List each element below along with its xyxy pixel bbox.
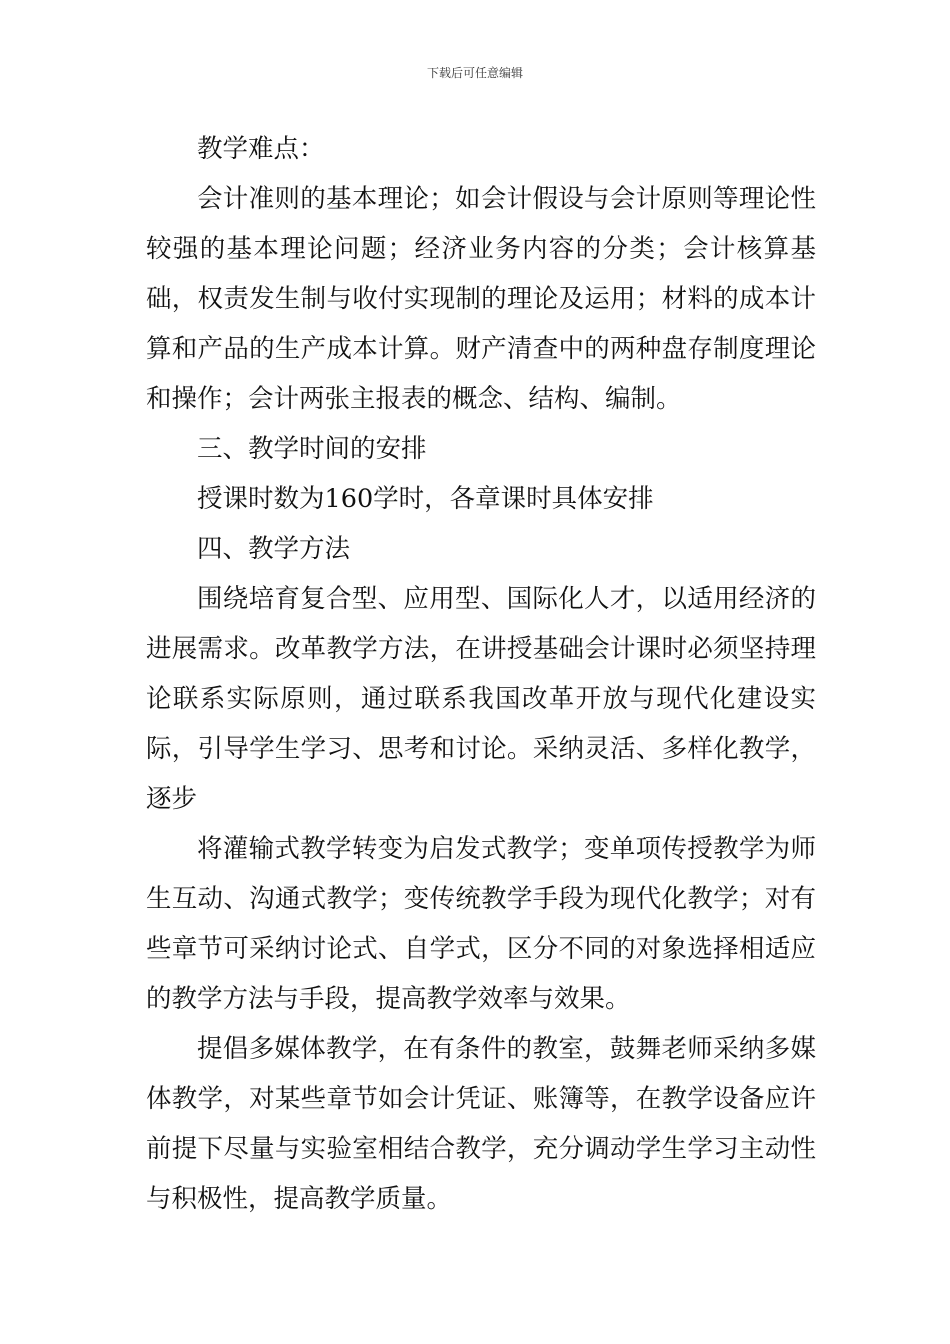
- paragraph-multimedia-teaching: 提倡多媒体教学，在有条件的教室，鼓舞老师采纳多媒体教学，对某些章节如会计凭证、账簿等，在教学设备应许前提下尽量与实验室相结合教学，充分调动学生学习主动性与积极性，提高教学质量。: [146, 1034, 816, 1214]
- section-heading-teaching-schedule: 三、教学时间的安排: [197, 434, 427, 464]
- paragraph-teaching-difficulties: 会计准则的基本理论；如会计假设与会计原则等理论性较强的基本理论问题；经济业务内容的分类；会计核算基础，权责发生制与收付实现制的理论及运用；材料的成本计算和产品的生产成本计算。财产清查中的两种盘存制度理论和操作；会计两张主报表的概念、结构、编制。: [146, 184, 816, 414]
- section-heading-teaching-methods: 四、教学方法: [197, 534, 351, 564]
- document-body: [146, 124, 816, 1224]
- paragraph-teaching-reform: 围绕培育复合型、应用型、国际化人才，以适用经济的进展需求。改革教学方法，在讲授基础会计课时必须坚持理论联系实际原则，通过联系我国改革开放与现代化建设实际，引导学生学习、思考和讨论。采纳灵活、多样化教学，逐步: [146, 584, 816, 814]
- paragraph-teaching-transformation: 将灌输式教学转变为启发式教学；变单项传授教学为师生互动、沟通式教学；变传统教学手段为现代化教学；对有些章节可采纳讨论式、自学式，区分不同的对象选择相适应的教学方法与手段，提高教学效率与效果。: [146, 834, 816, 1014]
- paragraph-class-hours: 授课时数为160学时，各章课时具体安排: [197, 484, 654, 514]
- paragraph-teaching-difficulties-heading: 教学难点：: [197, 134, 325, 164]
- page-header: 下载后可任意编辑: [426, 66, 523, 80]
